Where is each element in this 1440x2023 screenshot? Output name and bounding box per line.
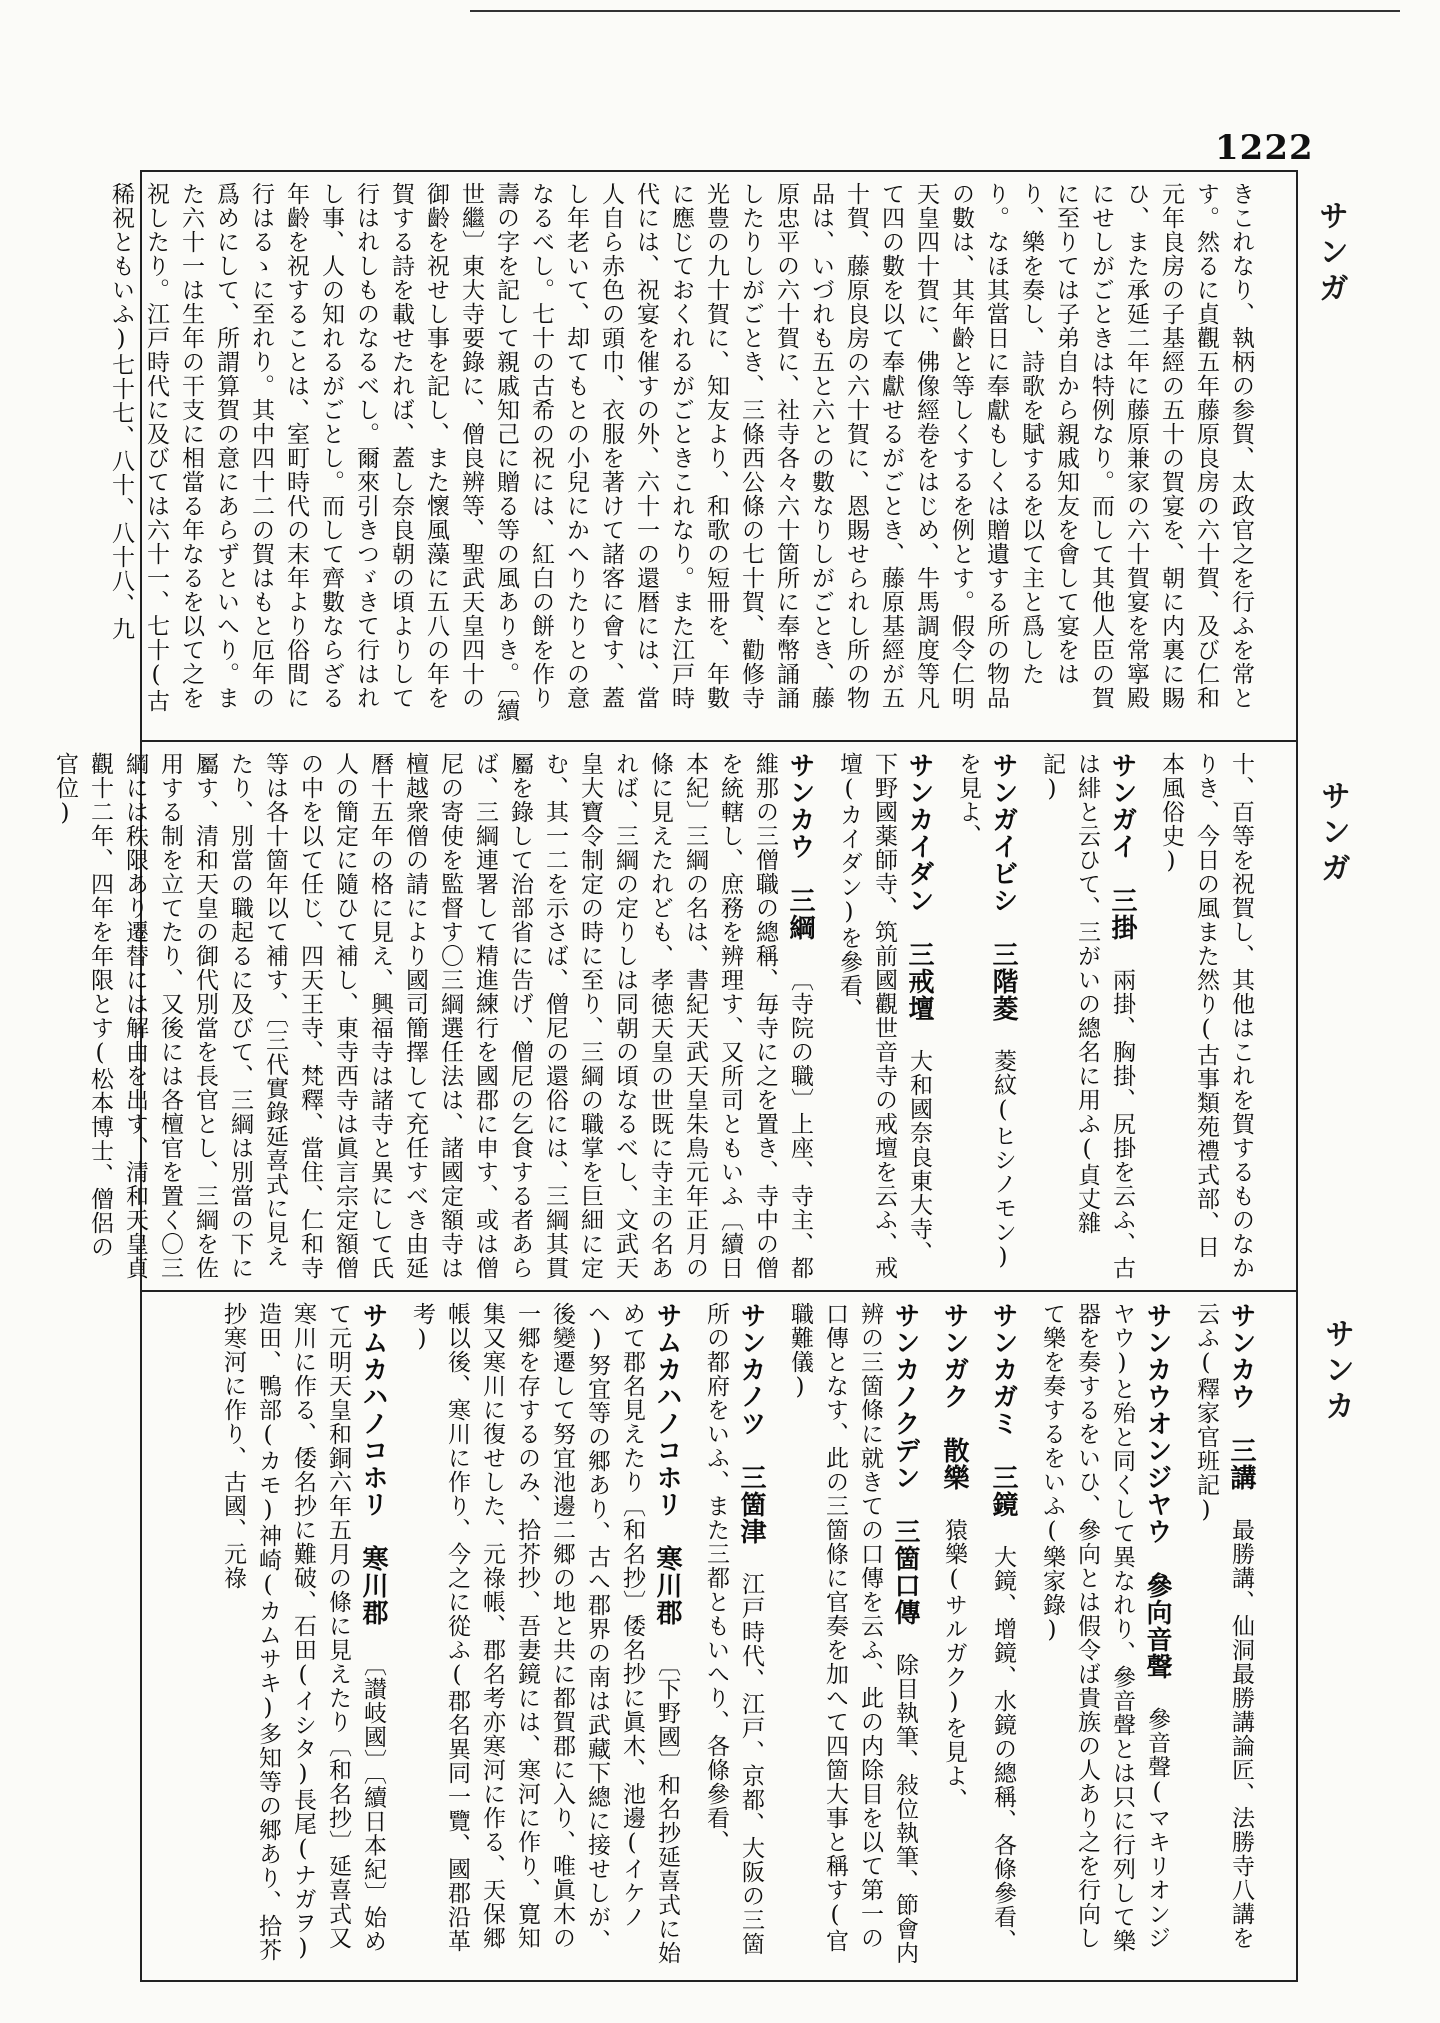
paragraph: きこれなり、執柄の参賀、太政官之を行ふを常とす。然るに貞觀五年藤原良房の六十賀、及び仁和元年良房の子基經の五十の賀宴を、朝に内裏に賜ひ、また承延二年に藤原兼家の六十賀宴を常寧殿にせしがごときは特例なり。而して其他人臣の賀に至りては子弟自から親戚知友を會して宴をはり、樂を奏し、詩歌を賦するを以て主と爲したり。なほ其當日に奉獻もしくは贈遺する所の物品の數は、其年齡と等しくするを例とす。假令仁明天皇四十賀に、佛像經卷をはじめ、牛馬調度等凡て四の數を以て奉獻せるがごとき、藤原基經が五十賀、藤原良房の六十賀に、恩賜せられし所の物品は、いづれも五と六との數なりしがごとき、藤原忠平の六十賀に、社寺各々六十箇所に奉幣誦誦したりしがごとき、三條西公條の七十賀、勸修寺光豊の九十賀に、知友より、和歌の短冊を、年數に應じておくれるがごときこれなり。また江戸時代には、祝宴を催すの外、六十一の還暦には、當人自ら赤色の頭巾、衣服を著けて諸客に會す、蓋し年老いて、却てもとの小兒にかへりたりとの意なるべし。七十の古希の祝には、紅白の餅を作り壽の字を記して親戚知己に贈る等の風ありき。〔續世繼〕東大寺要錄に、僧良辨等、聖武天皇四十の御齡を祝せし事を記し、また懷風藻に五八の年を賀する詩を載せたれば、蓋し奈良朝の頃よりして行はれしものなるべし。爾來引きつゞきて行はれし事、人の知れるがごとし。而して齊數ならざる年齡を祝することは、室町時代の末年より俗間に行はるゝに至れり。其中四十二の賀はもと厄年の爲めにして、所謂算賀の意にあらずといへり。また六十一は生年の干支に相當る年なるを以て之を祝したり。江戸時代に及びては六十一、七十(古稀祝ともいふ)七十七、八十、八十八、九 [108,182,1254,723]
entry-body: 猿樂(サルガク)を見よ、 [941,1518,967,1812]
entry-samukaha-shimotsuke [404,1302,684,1972]
column-label-bottom: サンカ [1319,1318,1354,1426]
column-label-middle: サンガ [1315,780,1350,888]
entry-sankau-sankou [1188,1302,1258,1972]
section-2-text [52,752,1258,1282]
entry-kanji: 三綱 [785,887,815,941]
entry-headword: サンガイ [1107,752,1137,860]
entry-body: 大和國奈良東大寺、下野國薬師寺、筑前國觀世音寺の戒壇を云ふ、戒壇(カイダン)を參看、 [836,752,932,1280]
entry-sankaidan [831,752,936,1282]
entry-body: 最勝講、仙洞最勝講論匠、法勝寺八講を云ふ(釋家官班記) [1193,1302,1254,1950]
page-number: 1222 [1215,128,1314,168]
entry-kanji: 寒川郡 [358,1545,388,1626]
entry-headword: サンカウオンジヤウ [1142,1302,1172,1545]
entry-body: 菱紋(ヒシノモン)を見よ、 [955,752,1016,1271]
entry-body: 〔寺院の職〕上座、寺主、都維那の三僧職の總稱、毎寺に之を置き、寺中の僧を統轄し、庶務を辨理す、又所司ともいふ〔續日本紀〕三綱の名は、書紀天武天皇朱鳥元年正月の條に見えたれども、孝徳天皇の世既に寺主の名あれば、三綱の定りしは同朝の頃なるべし、文武天皇大寶令制定の時に至り、三綱の職掌を巨細に定む、其一二を示さば、僧尼の還俗には、三綱其貫屬を錄して治部省に告げ、僧尼の乞食する者あらば、三綱連署して精進練行を國郡に申す、或は僧尼の寄使を監督す〇三綱選任法は、諸國定額寺は檀越衆僧の請により國司簡擇して充任すべき由延曆十五年の格に見え、興福寺は諸寺と異にして氏人の簡定に隨ひて補し、東寺西寺は眞言宗定額僧の中を以て任じ、四天王寺、梵釋、當住、仁和寺等は各十箇年以て補す、〔三代實錄延喜式に見えたり、別當の職起るに及びて、三綱は別當の下に屬す、清和天皇の御代別當を長官とし、三綱を佐用する制を立てたり、又後には各檀官を置く〇三綱には秩限あり遷替には解由を出す、清和天皇貞觀十二年、四年を年限とす(松本博士、僧侶の官位) [52,752,813,1280]
entry-headword: サムカハノコホリ [358,1302,388,1518]
entry-headword: サンガイビシ [988,752,1018,914]
entry-body: 江戸時代、江戸、京都、大阪の三箇所の都府をいふ、また三都ともいへり、各條參看、 [703,1302,764,1956]
entry-body: 兩掛、胸掛、尻掛を云ふ、古は緋と云ひて、三がいの總名に用ふ(貞丈雜記) [1039,752,1135,1280]
entry-body: 〔讃岐國〕〔續日本紀〕始めて元明天皇和銅六年五月の條に見えたり〔和名抄〕延喜式又寒川に作る、倭名抄に難破、石田(イシタ)長尾(ナガヲ)造田、鴨部(カモ)神崎(カムサキ)多知等の郷あり、拾芥抄寒河に作り、古國、元祿 [220,1302,386,1962]
entry-sangai [1034,752,1139,1282]
entry-sankau-sangou [47,752,817,1282]
entry-headword: サムカハノコホリ [652,1302,682,1518]
entry-sangaku [936,1302,971,1972]
entry-kanji: 散樂 [939,1437,969,1491]
section-divider-1 [140,740,1298,742]
entry-kanji: 三鏡 [988,1464,1018,1518]
continuation-paragraph: 十、百等を祝賀し、其他はこれを賀するものなかりき、今日の風また然り(古事類苑禮式部、日本風俗史) [1158,752,1254,1280]
entry-samukaha-sanuki [215,1302,390,1972]
entry-sankanotsu [698,1302,768,1972]
top-rule [470,10,1400,12]
section-divider-2 [140,1290,1298,1292]
entry-headword: サンカイダン [904,752,934,914]
section-3-text [168,1302,1258,1972]
column-label-top: サンガ [1313,200,1348,308]
entry-headword: サンカガミ [988,1302,1018,1437]
entry-body: 〔下野國〕和名抄延喜式に始めて郡名見えたり〔和名抄〕倭名抄に眞木、池邊(イケノヘ)努宜等の郷あり、古へ郡界の南は武藏下總に接せしが、後變遷して努宜池邊二郷の地と共に都賀郡に入り、唯眞木の一郷を存するのみ、拾芥抄、吾妻鏡には、寒河に作り、寛知集又寒川に復せした、元祿帳、郡名考亦寒河に作る、天保郷帳以後、寒川に作り、今之に從ふ(郡名異同一覽、國郡沿革考) [409,1302,680,1965]
entry-kanji: 三掛 [1107,887,1137,941]
entry-kanji: 三戒壇 [904,941,934,1022]
entry-kanji: 三箇津 [736,1464,766,1545]
entry-kanji: 三階菱 [988,941,1018,1022]
entry-body: 參音聲(マキリオンジヤウ)と殆と同くして異なれり、參音聲とは只に行列して樂器を奏するをいひ、參向とは假令ば貴族の人あり之を行向して樂を奏するをいふ(樂家錄) [1039,1302,1170,1953]
entry-headword: サンカノツ [736,1302,766,1437]
section-1-text [108,182,1258,732]
entry-sangaibishi [950,752,1020,1282]
entry-headword: サンカウ [1226,1302,1256,1410]
entry-headword: サンガク [939,1302,969,1410]
entry-sankagami [985,1302,1020,1972]
entry-sankanokuden [782,1302,922,1972]
entry-kanji: 三箇口傳 [890,1518,920,1626]
entry-headword: サンカノクデン [890,1302,920,1491]
entry-kanji: 寒川郡 [652,1545,682,1626]
entry-kanji: 參向音聲 [1142,1572,1172,1680]
entry-headword: サンカウ [785,752,815,860]
entry-sankau-onjau [1034,1302,1174,1972]
entry-body: 大鏡、增鏡、水鏡の總稱、各條參看、 [990,1545,1016,1953]
entry-body: 除目執筆、敍位執筆、節會内辨の三箇條に就きての口傳を云ふ、此の内除目を以て第一の口傳となす、此の三箇條に官奏を加へて四箇大事と稱す(官職難儀) [787,1302,918,1965]
entry-kanji: 三講 [1226,1437,1256,1491]
